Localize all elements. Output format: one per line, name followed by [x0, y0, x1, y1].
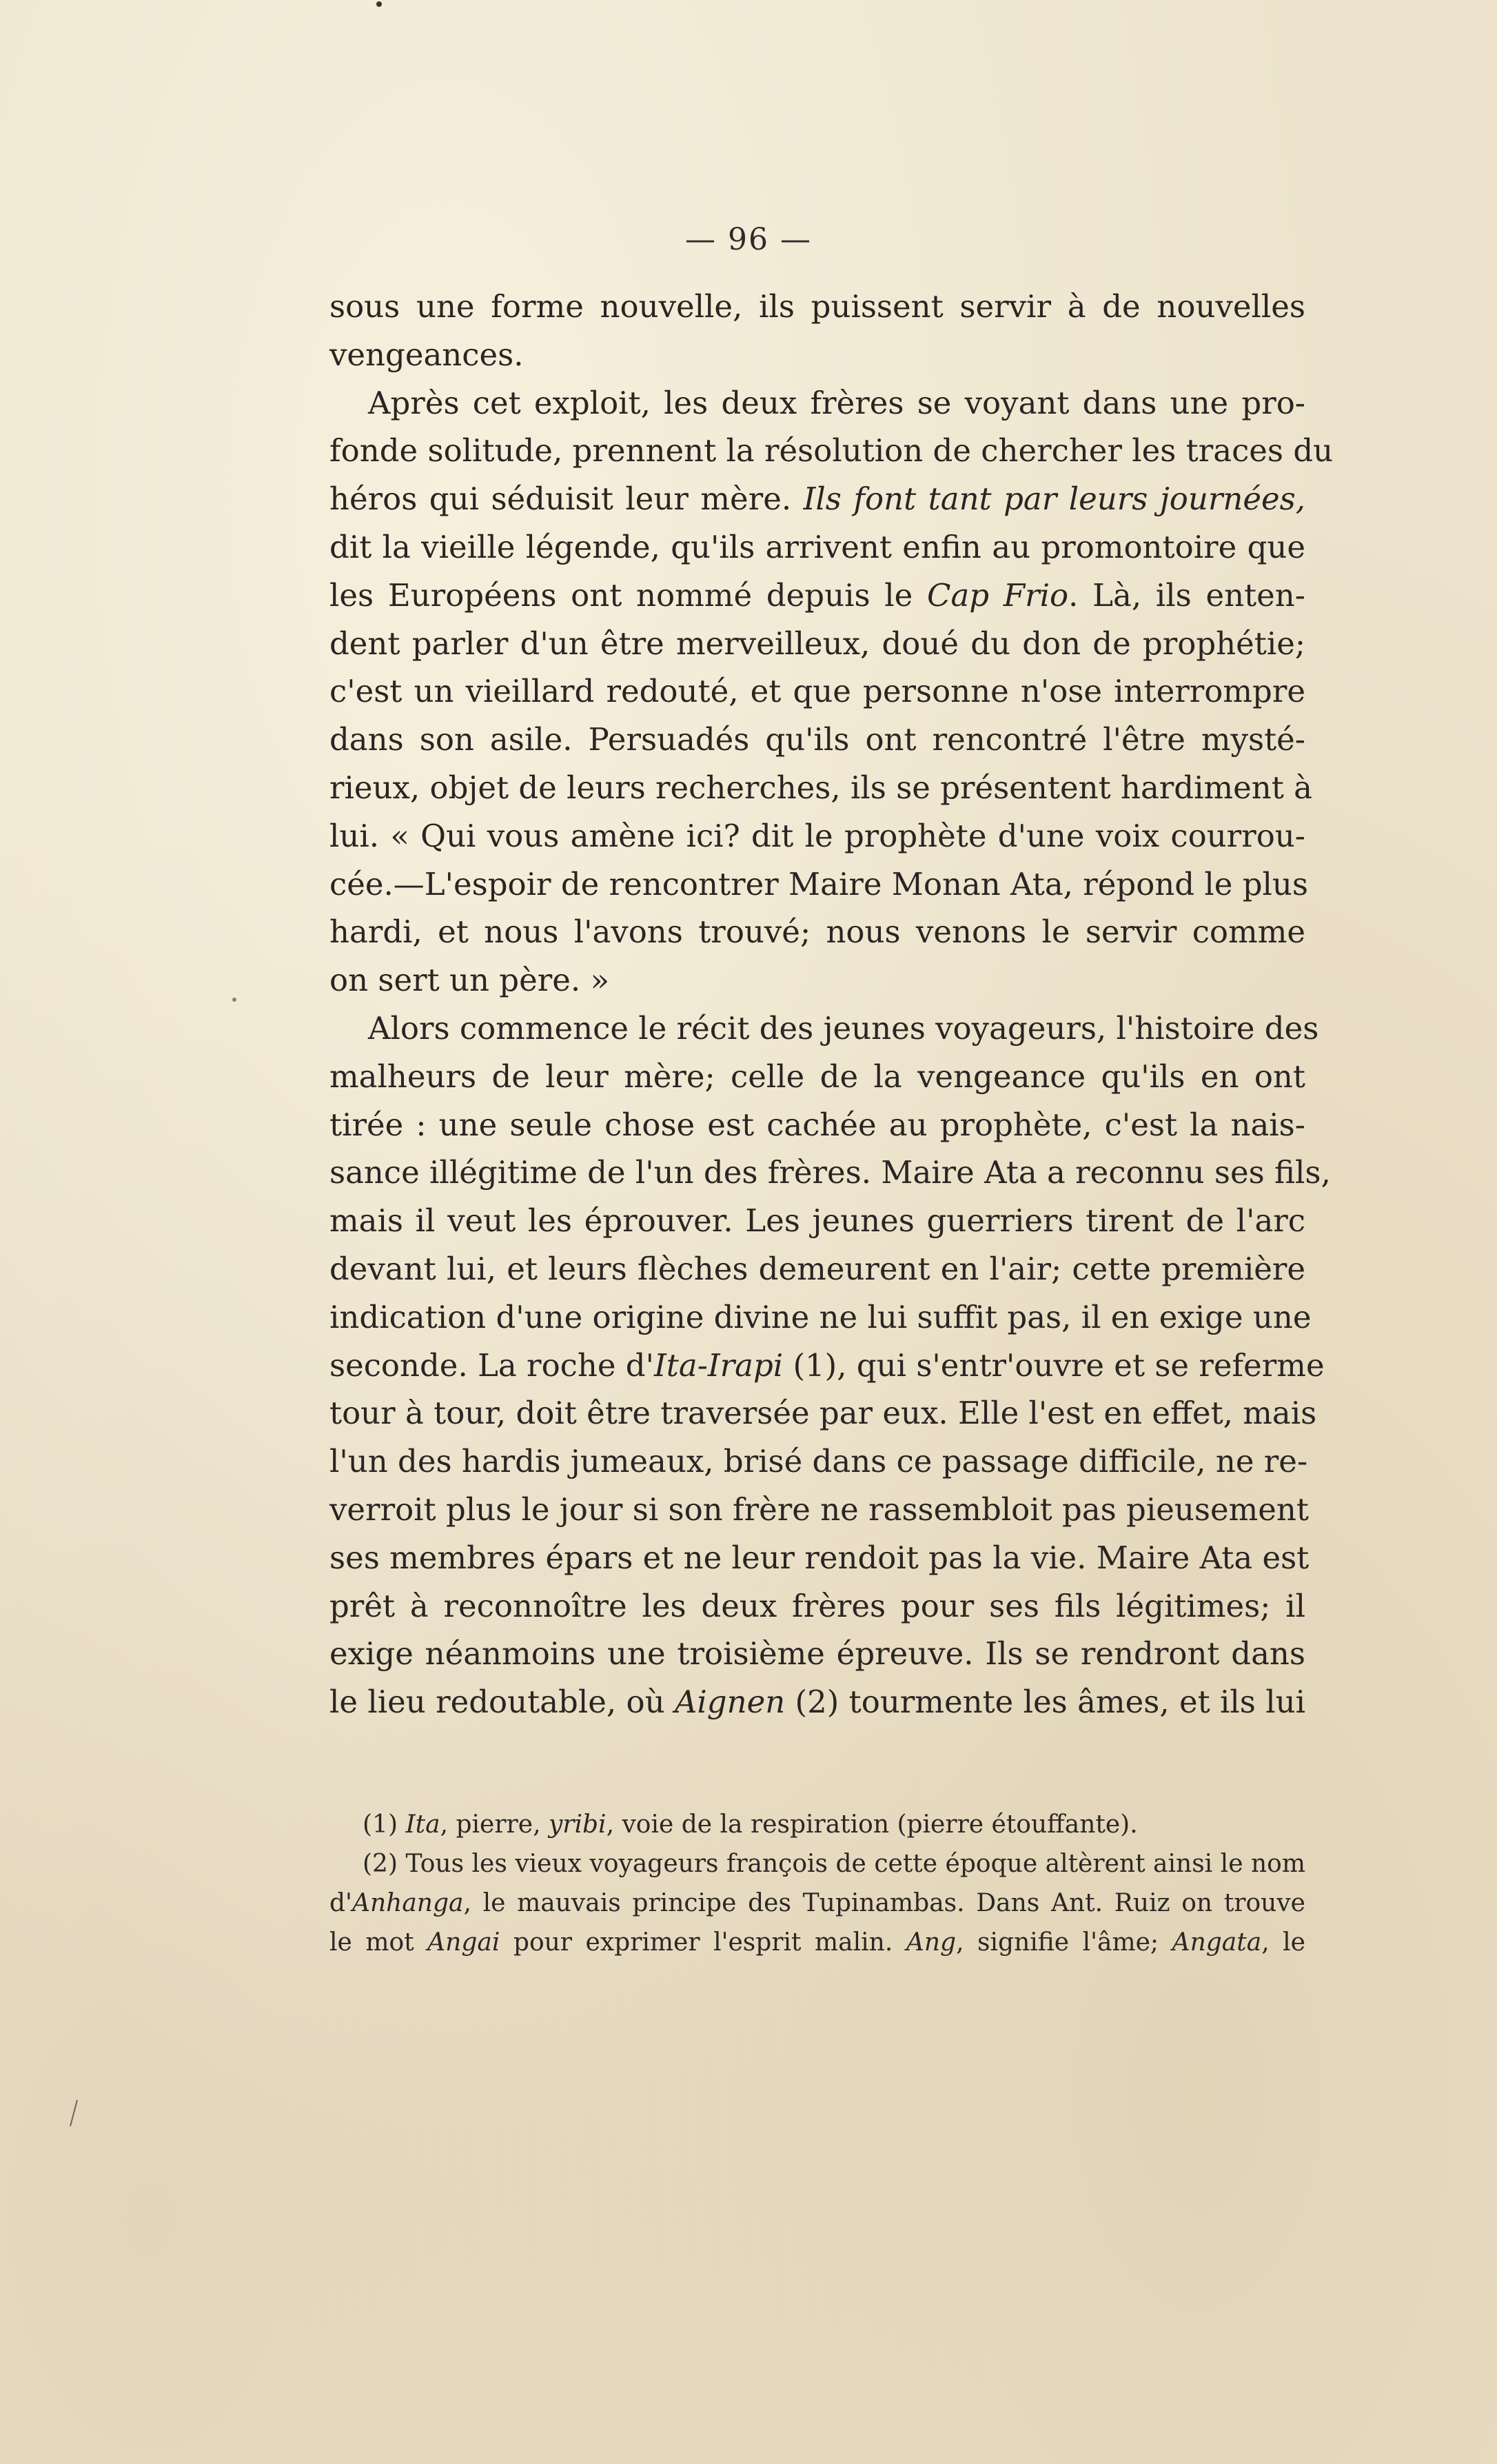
- text-line: on sert un père. »: [329, 962, 609, 999]
- text-line: Alors commence le récit des jeunes voyageurs, l'histoire des: [368, 1009, 1319, 1047]
- text-run: le mot: [329, 1928, 428, 1957]
- text-run: héros qui séduisit leur mère.: [329, 481, 804, 518]
- text-line: vengeances.: [329, 336, 524, 373]
- footnote-line: [329, 1805, 1305, 1844]
- text-run: , le mauvais principe des Tupinambas. Dans Ant. Ruiz on trouve: [463, 1889, 1305, 1917]
- stray-mark-top: [372, 0, 386, 14]
- text-line: prêt à reconnoître les deux frères pour ses fils légitimes; il: [329, 1587, 1305, 1624]
- italic-run: Cap Frio: [927, 576, 1069, 614]
- footnotes: [329, 1805, 1305, 1962]
- text-line: devant lui, et leurs flèches demeurent en l'air; cette première: [329, 1250, 1305, 1287]
- text-run: , voie de la respiration (pierre étouffante).: [606, 1810, 1138, 1839]
- stray-mark-margin: [227, 993, 241, 1007]
- text-line: mais il veut les éprouver. Les jeunes guerriers tirent de l'arc: [329, 1202, 1305, 1240]
- stray-mark-left: [62, 2096, 83, 2130]
- text-run: (1): [363, 1810, 406, 1839]
- text-run: pour exprimer l'esprit malin.: [500, 1928, 906, 1957]
- text-line: exige néanmoins une troisième épreuve. Ils se rendront dans: [329, 1635, 1305, 1673]
- footnote-line: [329, 1884, 1305, 1923]
- text-line: tirée : une seule chose est cachée au prophète, c'est la nais-: [329, 1106, 1305, 1143]
- text-run: , pierre,: [440, 1810, 549, 1839]
- text-line: [329, 572, 1305, 620]
- text-run: (1), qui s'entr'ouvre et se referme: [783, 1346, 1325, 1384]
- text-line: l'un des hardis jumeaux, brisé dans ce passage difficile, ne re-: [329, 1443, 1308, 1480]
- italic-run: Ita-Irapi: [653, 1346, 784, 1384]
- text-line: lui. « Qui vous amène ici? dit le prophète d'une voix courrou-: [329, 817, 1305, 854]
- text-line: [329, 1678, 1305, 1726]
- text-run: . Là, ils enten-: [1068, 576, 1305, 614]
- text-line: c'est un vieillard redouté, et que personne n'ose interrompre: [329, 673, 1305, 710]
- text-run: le lieu redoutable, où: [329, 1684, 675, 1721]
- text-run: , signifie l'âme;: [956, 1928, 1172, 1957]
- body-text: [329, 283, 1334, 1726]
- text-line: dit la vieille légende, qu'ils arrivent enfin au promontoire que: [329, 528, 1305, 565]
- footnote-line: (2) Tous les vieux voyageurs françois de cette époque altèrent ainsi le nom: [363, 1850, 1305, 1878]
- text-line: hardi, et nous l'avons trouvé; nous venons le servir comme: [329, 913, 1305, 951]
- italic-run: Ita: [405, 1810, 440, 1839]
- text-line: cée.—L'espoir de rencontrer Maire Monan Ata, répond le plus: [329, 865, 1309, 902]
- text-line: sous une forme nouvelle, ils puissent servir à de nouvelles: [329, 288, 1305, 325]
- text-line: verroit plus le jour si son frère ne rassembloit pas pieusement: [329, 1491, 1309, 1528]
- text-line: indication d'une origine divine ne lui suffit pas, il en exige une: [329, 1298, 1312, 1335]
- text-run: les Européens ont nommé depuis le: [329, 576, 928, 614]
- text-line: fonde solitude, prennent la résolution de chercher les traces du: [329, 432, 1334, 469]
- italic-run: Ils font tant par leurs journées,: [803, 481, 1305, 518]
- text-line: tour à tour, doit être traversée par eux. Elle l'est en effet, mais: [329, 1395, 1317, 1432]
- italic-run: Anhanga: [352, 1889, 464, 1917]
- italic-run: Ang: [906, 1928, 957, 1957]
- page-number: — 96 —: [685, 222, 812, 257]
- text-line: ses membres épars et ne leur rendoit pas la vie. Maire Ata est: [329, 1539, 1310, 1576]
- text-run: , le: [1261, 1928, 1305, 1957]
- text-line: dans son asile. Persuadés qu'ils ont rencontré l'être mysté-: [329, 721, 1305, 758]
- text-line: [329, 1342, 1325, 1390]
- text-run: d': [329, 1889, 352, 1917]
- text-line: [329, 475, 1305, 523]
- text-line: rieux, objet de leurs recherches, ils se présentent hardiment à: [329, 769, 1312, 806]
- italic-run: Aignen: [674, 1684, 786, 1721]
- text-run: seconde. La roche d': [329, 1346, 654, 1384]
- italic-run: Angai: [427, 1928, 500, 1957]
- footnote-line: [329, 1923, 1305, 1962]
- text-line: sance illégitime de l'un des frères. Maire Ata a reconnu ses fils,: [329, 1154, 1331, 1191]
- text-line: Après cet exploit, les deux frères se voyant dans une pro-: [368, 384, 1305, 421]
- text-run: (2) tourmente les âmes, et ils lui: [785, 1684, 1305, 1721]
- text-line: dent parler d'un être merveilleux, doué du don de prophétie;: [329, 625, 1305, 662]
- italic-run: yribi: [548, 1810, 607, 1839]
- italic-run: Angata: [1172, 1928, 1262, 1957]
- text-line: malheurs de leur mère; celle de la vengeance qu'ils en ont: [329, 1058, 1305, 1095]
